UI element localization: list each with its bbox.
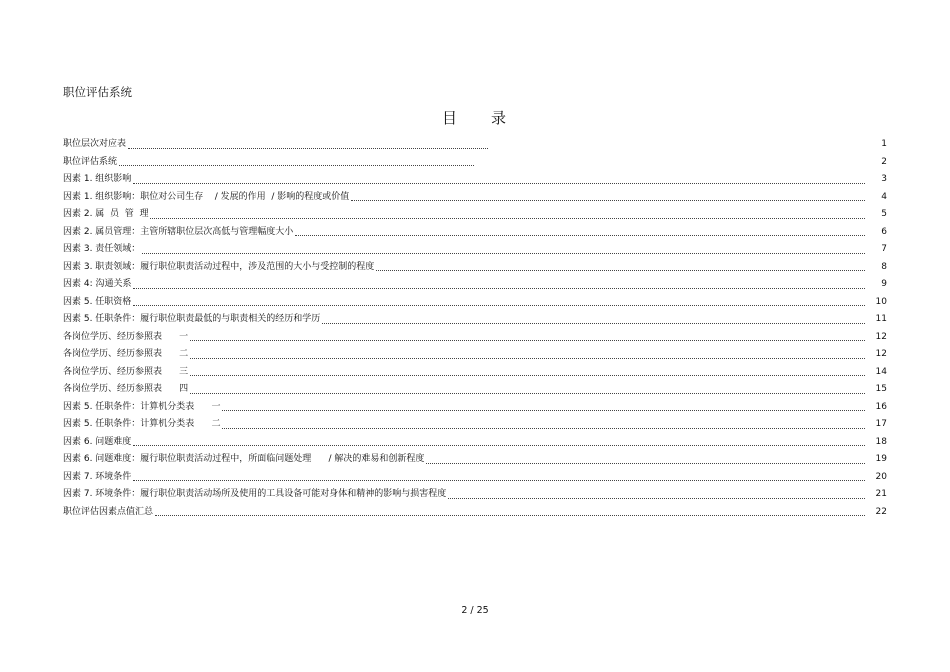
toc-entry-label: 因素 2. 属员管理：主管所辖职位层次高低与管理幅度大小 bbox=[63, 226, 294, 237]
toc-entry[interactable] bbox=[63, 416, 887, 434]
toc-entry[interactable] bbox=[63, 504, 887, 522]
toc-heading-right: 录 bbox=[491, 109, 509, 127]
toc-entry-label: 因素 5. 任职条件：计算机分类表 一 bbox=[63, 401, 221, 412]
toc-leader-dots bbox=[133, 445, 865, 446]
toc-entry-page: 7 bbox=[881, 244, 887, 254]
toc-leader-dots bbox=[133, 305, 865, 306]
toc-leader-dots bbox=[322, 323, 865, 324]
toc-entry[interactable] bbox=[63, 399, 887, 417]
toc-entry-label: 因素 1. 组织影响：职位对公司生存 / 发展的作用 / 影响的程度或价值 bbox=[63, 191, 350, 202]
toc-entry-page: 12 bbox=[875, 349, 887, 359]
toc-entry-label: 各岗位学历、经历参照表 一 bbox=[63, 331, 189, 342]
toc-entry-label: 职位评估系统 bbox=[63, 156, 118, 167]
toc-entry[interactable] bbox=[63, 346, 887, 364]
document-title: 职位评估系统 bbox=[63, 85, 132, 99]
toc-entry-label: 因素 6. 问题难度：履行职位职责活动过程中，所面临问题处理 / 解决的难易和创新程度 bbox=[63, 454, 425, 464]
toc-heading bbox=[0, 108, 950, 128]
toc-leader-dots bbox=[190, 358, 865, 359]
toc-entry-label: 因素 3. 责任领域： bbox=[63, 244, 141, 254]
toc-entry-page: 15 bbox=[875, 384, 887, 394]
toc-entry-page: 5 bbox=[881, 209, 887, 219]
toc-entry-label: 因素 7. 环境条件 bbox=[63, 471, 132, 482]
toc-leader-dots bbox=[119, 165, 474, 166]
toc-entry[interactable] bbox=[63, 364, 887, 382]
toc-entry-label: 各岗位学历、经历参照表 二 bbox=[63, 349, 189, 359]
toc-entry[interactable] bbox=[63, 469, 887, 487]
toc-leader-dots bbox=[351, 200, 865, 201]
toc-entry-label: 各岗位学历、经历参照表 四 bbox=[63, 384, 189, 394]
toc-entry[interactable] bbox=[63, 381, 887, 399]
toc-leader-dots bbox=[128, 148, 488, 149]
toc-leader-dots bbox=[190, 375, 865, 376]
toc-entry-label: 因素 2. 属 员 管 理 bbox=[63, 209, 149, 219]
toc-leader-dots bbox=[376, 270, 865, 271]
toc-entry-page: 20 bbox=[875, 471, 887, 482]
toc-entry-label: 职位评估因素点值汇总 bbox=[63, 506, 154, 517]
toc-entry-page: 22 bbox=[875, 506, 887, 517]
toc-entry[interactable] bbox=[63, 294, 887, 312]
toc-entry-page: 18 bbox=[875, 436, 887, 447]
toc-entry-label: 因素 1. 组织影响 bbox=[63, 174, 132, 184]
toc-entry[interactable] bbox=[63, 451, 887, 469]
toc-entry-page: 2 bbox=[881, 156, 887, 167]
page-number-footer: 2 / 25 bbox=[461, 605, 489, 616]
toc-entry-page: 12 bbox=[875, 331, 887, 342]
toc-entry-page: 19 bbox=[875, 454, 887, 464]
toc-entry[interactable] bbox=[63, 171, 887, 189]
toc-leader-dots bbox=[448, 498, 865, 499]
toc-entry[interactable] bbox=[63, 224, 887, 242]
toc-leader-dots bbox=[155, 515, 865, 516]
toc-leader-dots bbox=[190, 393, 865, 394]
toc-leader-dots bbox=[190, 340, 865, 341]
toc-entry-page: 21 bbox=[875, 489, 887, 499]
toc-leader-dots bbox=[133, 183, 865, 184]
toc-entry-page: 6 bbox=[881, 226, 887, 237]
toc-entry-page: 16 bbox=[875, 401, 887, 412]
toc-entry[interactable] bbox=[63, 154, 887, 172]
toc-heading-left: 目 bbox=[441, 109, 459, 127]
toc-entry-page: 14 bbox=[875, 366, 887, 377]
toc-leader-dots bbox=[222, 410, 865, 411]
table-of-contents bbox=[63, 136, 887, 521]
toc-entry-label: 因素 6. 问题难度 bbox=[63, 436, 132, 447]
toc-leader-dots bbox=[222, 428, 865, 429]
toc-entry[interactable] bbox=[63, 329, 887, 347]
toc-entry-label: 因素 5. 任职条件：计算机分类表 二 bbox=[63, 419, 221, 429]
toc-entry-page: 3 bbox=[881, 174, 887, 184]
toc-entry-label: 因素 5. 任职资格 bbox=[63, 296, 132, 307]
toc-entry[interactable] bbox=[63, 276, 887, 294]
toc-entry-label: 因素 7. 环境条件：履行职位职责活动场所及使用的工具设备可能对身体和精神的影响与损害程度 bbox=[63, 489, 447, 499]
toc-entry-page: 10 bbox=[875, 296, 887, 307]
toc-entry[interactable] bbox=[63, 136, 887, 154]
toc-entry[interactable] bbox=[63, 241, 887, 259]
toc-leader-dots bbox=[150, 218, 865, 219]
toc-entry-page: 11 bbox=[875, 314, 887, 324]
toc-leader-dots bbox=[426, 463, 865, 464]
toc-leader-dots bbox=[133, 480, 865, 481]
toc-entry[interactable] bbox=[63, 206, 887, 224]
toc-entry[interactable] bbox=[63, 486, 887, 504]
toc-entry-page: 1 bbox=[881, 139, 887, 149]
toc-entry[interactable] bbox=[63, 311, 887, 329]
toc-entry-page: 4 bbox=[881, 191, 887, 202]
toc-entry-label: 因素 3. 职责领域：履行职位职责活动过程中，涉及范围的大小与受控制的程度 bbox=[63, 261, 375, 272]
toc-entry-page: 9 bbox=[881, 279, 887, 289]
toc-entry-label: 因素 4: 沟通关系 bbox=[63, 279, 132, 289]
toc-entry[interactable] bbox=[63, 189, 887, 207]
toc-entry[interactable] bbox=[63, 434, 887, 452]
toc-entry[interactable] bbox=[63, 259, 887, 277]
toc-leader-dots bbox=[295, 235, 865, 236]
toc-leader-dots bbox=[142, 253, 865, 254]
toc-entry-label: 各岗位学历、经历参照表 三 bbox=[63, 366, 189, 377]
toc-entry-label: 因素 5. 任职条件：履行职位职责最低的与职责相关的经历和学历 bbox=[63, 314, 321, 324]
toc-entry-page: 8 bbox=[881, 261, 887, 272]
toc-entry-label: 职位层次对应表 bbox=[63, 139, 127, 149]
toc-entry-page: 17 bbox=[875, 419, 887, 429]
toc-leader-dots bbox=[133, 288, 865, 289]
